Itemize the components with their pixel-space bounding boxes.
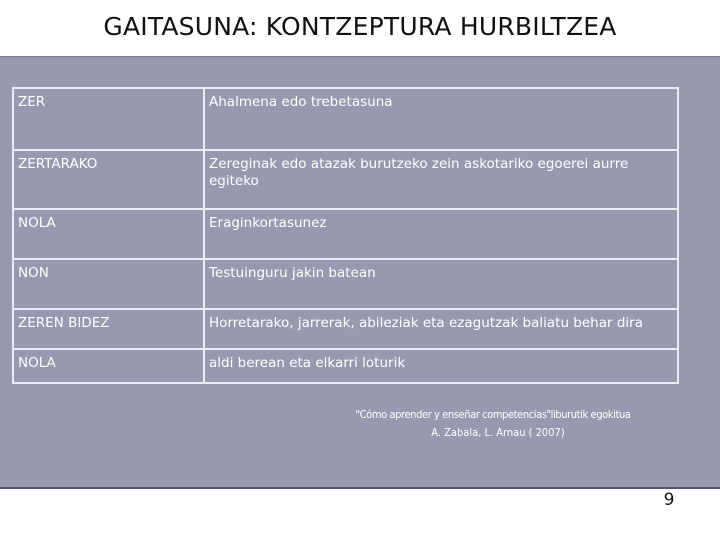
row-key: NON xyxy=(13,259,204,309)
table-row xyxy=(13,209,678,259)
row-key: ZERTARAKO xyxy=(13,150,204,209)
row-value: Ahalmena edo trebetasuna xyxy=(204,88,678,150)
table-row xyxy=(13,349,678,383)
row-value: Horretarako, jarrerak, abileziak eta ezagutzak baliatu behar dira xyxy=(204,309,678,349)
table-row xyxy=(13,88,678,150)
slide-title: GAITASUNA: KONTZEPTURA HURBILTZEA xyxy=(103,12,617,41)
source-line-1: "Cómo aprender y enseñar competencias"liburutik egokitua xyxy=(355,408,631,421)
row-value: aldi berean eta elkarri loturik xyxy=(204,349,678,383)
table-row xyxy=(13,309,678,349)
source-line-2: A. Zabala, L. Arnau ( 2007) xyxy=(431,426,565,439)
row-value: Zereginak edo atazak burutzeko zein askotariko egoerei aurre egiteko xyxy=(204,150,678,209)
table-row xyxy=(13,259,678,309)
row-key: ZER xyxy=(13,88,204,150)
page-number: 9 xyxy=(663,490,675,510)
row-key: NOLA xyxy=(13,349,204,383)
source-citation xyxy=(0,406,720,442)
row-value: Eraginkortasunez xyxy=(204,209,678,259)
table-row xyxy=(13,150,678,209)
concept-table xyxy=(12,87,679,384)
row-key: ZEREN BIDEZ xyxy=(13,309,204,349)
row-key: NOLA xyxy=(13,209,204,259)
row-value: Testuinguru jakin batean xyxy=(204,259,678,309)
